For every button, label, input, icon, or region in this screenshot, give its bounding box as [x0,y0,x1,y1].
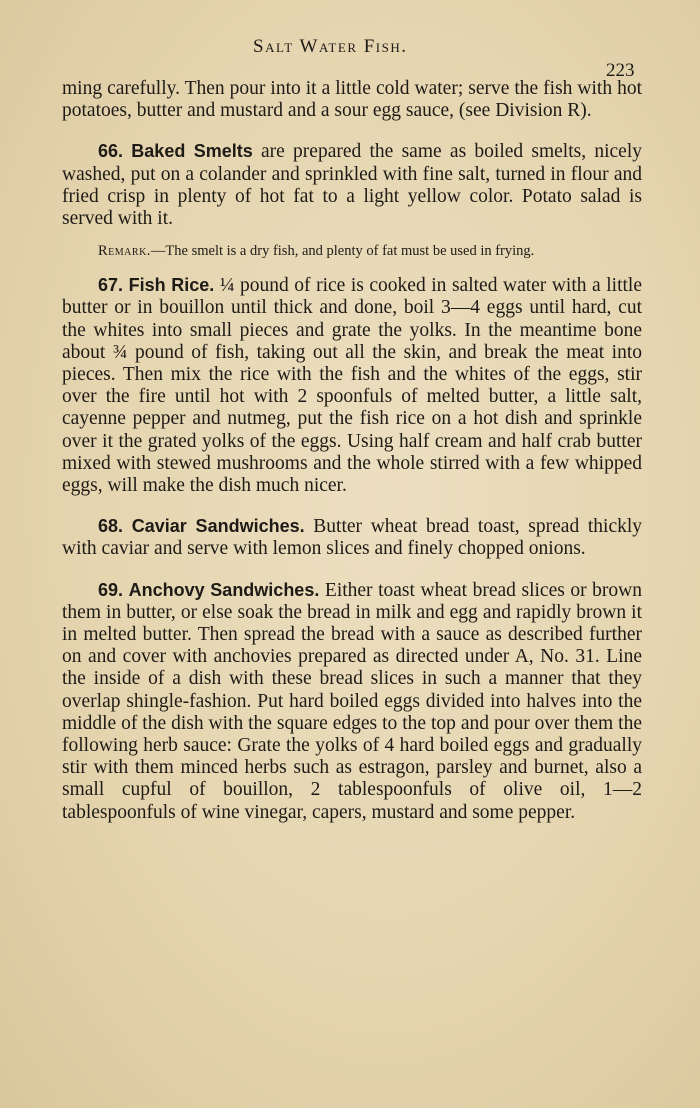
recipe-title: Caviar Sandwiches. [131,516,305,537]
recipe-number: 67. [98,275,124,296]
recipe-text: Either toast wheat bread slices or brown them in butter, or else soak the bread in milk and egg and rapidly brown it in melted butter. Then spread the bread with a sauce as described further on and cover with anchovies prepared as directed under A, No. 31. Line the inside of a dish with these bread slices in such a manner that they overlap shingle-fashion. Put hard boiled eggs divided into halves into the middle of the dish with the square edges to the top and pour over them the following herb sauce: Grate the yolks of 4 hard boiled eggs and gradually stir with them minced herbs such as estragon, parsley and burnet, also a small cupful of bouillon, 2 tablespoonfuls of olive oil, 1—2 tablespoonfuls of wine vinegar, capers, mustard and some pepper. [62,579,643,823]
recipe-number: 66. [98,141,124,162]
recipe-text: ¼ pound of rice is cooked in salted water with a little butter or in bouillon until thick and done, boil 3—4 eggs until hard, cut the whites into small pieces and grate the yolks. In the meantime bone about ¾ pound of fish, taking out all the skin, and break the meat into pieces. Then mix the rice with the fish and the whites of the eggs, stir over the fire until hot with 2 spoonfuls of melted butter, a little salt, cayenne pepper and nutmeg, put the fish rice on a hot dish and sprinkle over it the grated yolks of the eggs. Using half cream and half crab butter mixed with stewed mushrooms and the whole stirred with a few whipped eggs, will make the dish much nicer. [62,275,642,497]
recipe-69 [62,579,642,824]
recipe-67 [62,274,642,497]
recipe-number: 69. [98,579,124,600]
recipe-68 [62,515,642,560]
recipe-text: Butter wheat bread toast, spread thickly with caviar and serve with lemon slices and finely chopped onions. [62,516,643,560]
remark-text: —The smelt is a dry fish, and plenty of fat must be used in frying. [150,243,535,260]
running-title: Salt Water Fish. [253,36,408,57]
recipe-title: Anchovy Sandwiches. [128,579,320,600]
recipe-title: Baked Smelts [131,141,253,162]
continuation-paragraph: ming carefully. Then pour into it a little cold water; serve the fish with hot potatoes, butter and mustard and a sour egg sauce, (see Division R). [62,78,642,122]
remark-label: Remark. [98,243,151,260]
recipe-number: 68. [98,516,124,537]
recipe-66 [62,140,642,230]
page-number: 223 [606,60,635,81]
recipe-title: Fish Rice. [128,275,215,296]
remark-note [62,242,642,260]
recipe-text: are prepared the same as boiled smelts, nicely washed, put on a colander and sprinkled with fine salt, turned in flour and fried crisp in plenty of hot fat to a light yellow color. Potato salad is served with it. [62,141,643,230]
page-body [62,78,642,842]
